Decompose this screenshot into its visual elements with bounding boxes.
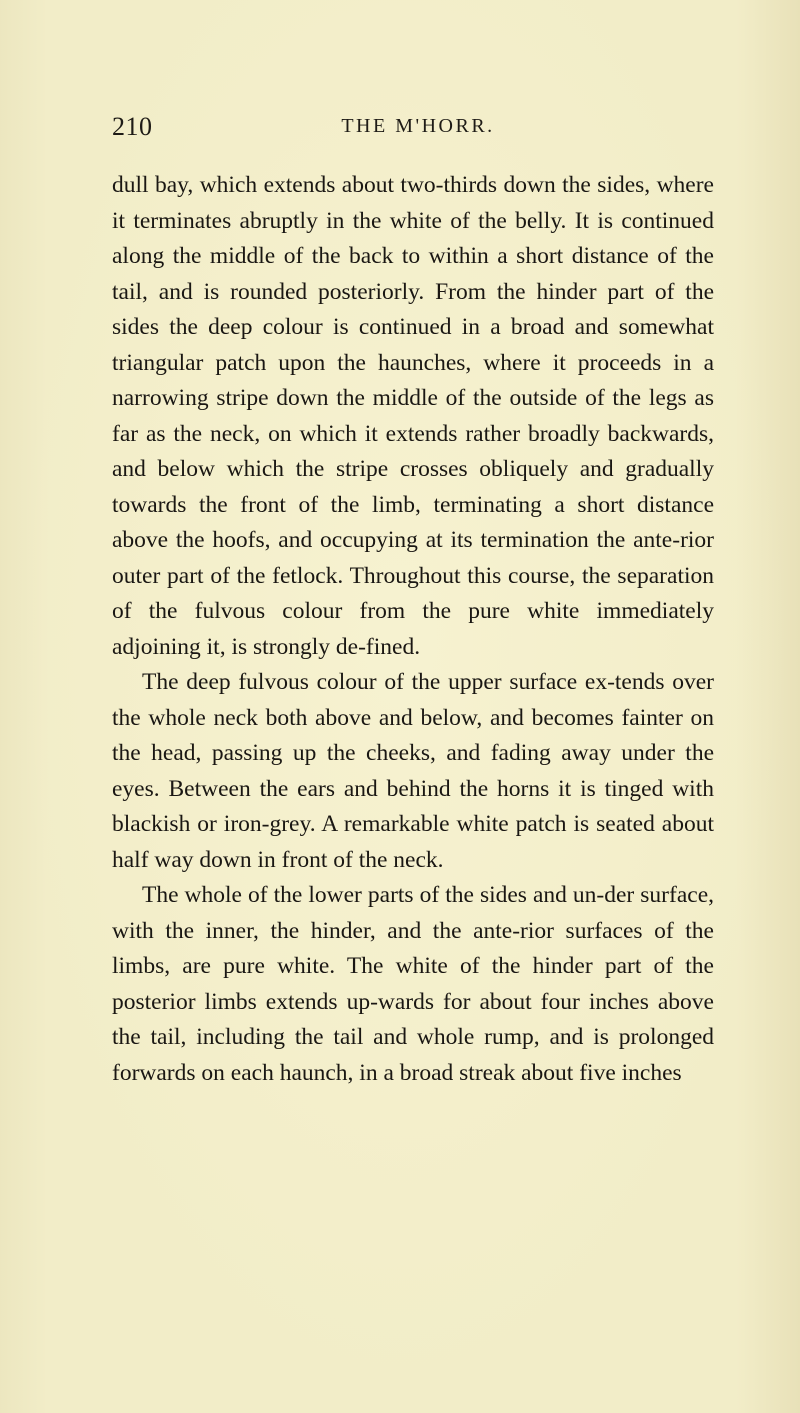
body-text <box>112 168 714 1091</box>
paragraph-1: dull bay, which extends about two-thirds down the sides, where it terminates abruptly in the white of the belly. It is continued along the middle of the back to within a short distance of the tail, and is rounded posteriorly. From the hinder part of the sides the deep colour is continued in a broad and somewhat triangular patch upon the haunches, where it proceeds in a narrowing stripe down the middle of the outside of the legs as far as the neck, on which it extends rather broadly backwards, and below which the stripe crosses obliquely and gradually towards the front of the limb, terminating a short distance above the hoofs, and occupying at its termination the ante-rior outer part of the fetlock. Throughout this course, the separation of the fulvous colour from the pure white immediately adjoining it, is strongly de-fined. <box>112 172 714 660</box>
page-header <box>112 112 714 152</box>
paragraph-2: The deep fulvous colour of the upper surface ex-tends over the whole neck both above and below, and becomes fainter on the head, passing up the cheeks, and fading away under the eyes. Between the ears and behind the horns it is tinged with blackish or iron-grey. A remarkable white patch is seated about half way down in front of the neck. <box>112 669 714 873</box>
paragraph-3: The whole of the lower parts of the sides and un-der surface, with the inner, the hinder, and the ante-rior surfaces of the limbs, are pure white. The white of the hinder part of the posterior limbs extends up-wards for about four inches above the tail, including the tail and whole rump, and is prolonged forwards on each haunch, in a broad streak about five inches <box>112 882 714 1086</box>
running-head: THE M'HORR. <box>341 115 495 137</box>
page-number: 210 <box>112 112 153 141</box>
